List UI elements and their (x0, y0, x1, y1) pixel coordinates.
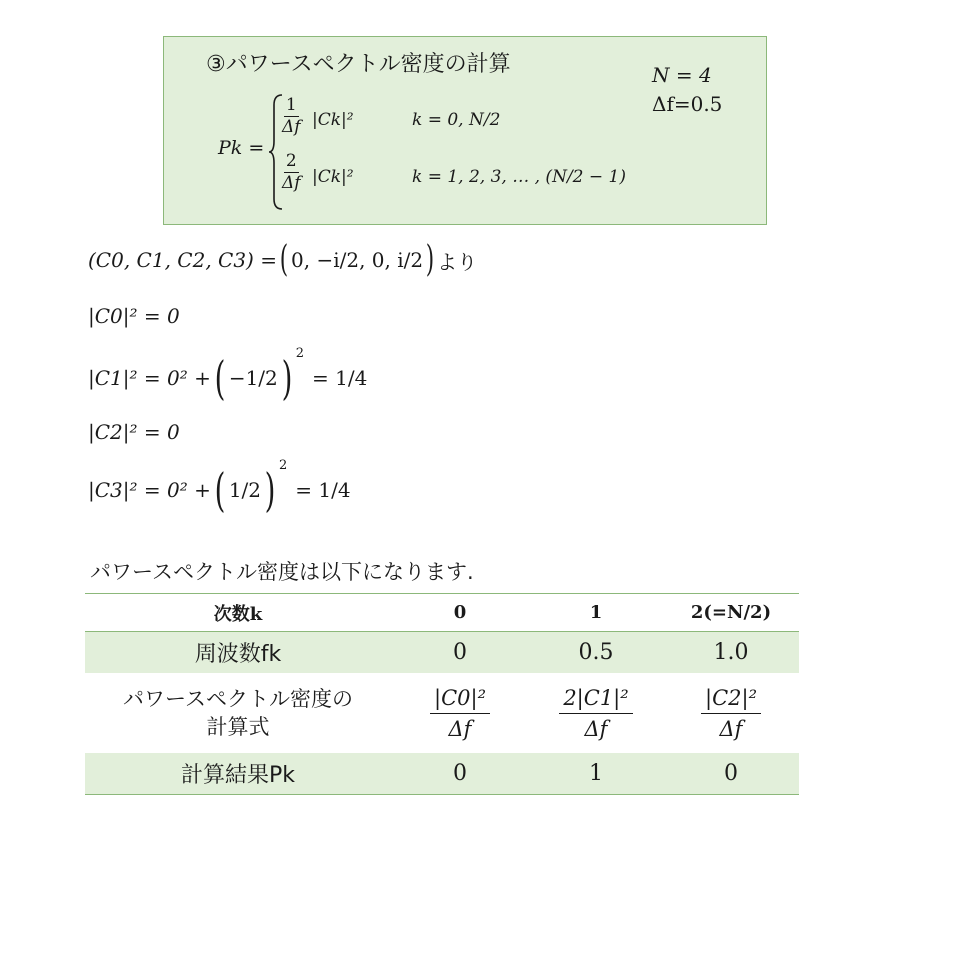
box-heading: ③パワースペクトル密度の計算 (206, 52, 511, 77)
paren-right-icon: ) (281, 351, 293, 405)
c3-square: 2 (278, 458, 288, 473)
coeffs-suffix: より (437, 249, 478, 274)
formula-num: 2|C1|² (559, 683, 632, 714)
header-k1: 1 (529, 594, 663, 632)
case1-frac (282, 95, 301, 138)
c1-rhs: = 1/4 (312, 366, 368, 390)
formula-num: |C2|² (701, 683, 761, 714)
c3-inner: 1/2 (228, 478, 261, 502)
formula-box (163, 36, 767, 225)
c1-equation (88, 346, 367, 410)
paren-right-icon: ) (264, 463, 276, 517)
case2-cond: k = 1, 2, 3, … , (N/2 − 1) (412, 167, 626, 187)
formula-label-line1: パワースペクトル密度の (123, 687, 353, 711)
formula-cell (529, 673, 663, 753)
paren-left-icon: ( (214, 463, 226, 517)
case1-den: Δf (282, 117, 301, 137)
formula-cell (391, 673, 529, 753)
formula-label-line2: 計算式 (206, 715, 270, 739)
freq-label: 周波数fk (85, 632, 391, 674)
box-params (652, 61, 722, 119)
pk-label: Pk = (218, 137, 265, 159)
paren-right-icon: ) (425, 239, 435, 280)
freq-value: 0 (391, 632, 529, 674)
formula-cell (663, 673, 799, 753)
result-value: 0 (663, 753, 799, 795)
table-row (85, 753, 799, 795)
c1-inner: −1/2 (228, 366, 278, 390)
coeffs-rhs: 0, −i/2, 0, i/2 (291, 248, 424, 272)
header-k0: 0 (391, 594, 529, 632)
case1-rest: |Ck|² (312, 110, 354, 130)
coeffs-equation (88, 240, 477, 280)
table-row (85, 673, 799, 753)
c3-rhs: = 1/4 (295, 478, 351, 502)
case2-frac (282, 151, 301, 194)
case2-num: 2 (285, 151, 297, 171)
param-df: Δf=0.5 (652, 92, 723, 116)
result-value: 0 (391, 753, 529, 795)
header-order: 次数k (85, 594, 391, 632)
formula-den: Δf (584, 716, 608, 741)
freq-value: 1.0 (663, 632, 799, 674)
c1-square: 2 (295, 346, 304, 361)
table-header-row (85, 594, 799, 632)
psd-table (85, 593, 799, 795)
intro-text: パワースペクトル密度は以下になります. (90, 560, 474, 584)
c3-equation (88, 458, 351, 522)
case1-cond: k = 0, N/2 (412, 110, 501, 130)
c3-lhs: |C3|² = 0² + (88, 478, 211, 502)
paren-left-icon: ( (279, 239, 289, 280)
paren-left-icon: ( (214, 351, 226, 405)
c2-equation: |C2|² = 0 (88, 420, 180, 444)
case2-rest: |Ck|² (312, 167, 354, 187)
formula-num: |C0|² (430, 683, 490, 714)
result-value: 1 (529, 753, 663, 795)
case1-num: 1 (285, 95, 297, 115)
result-label: 計算結果Pk (85, 753, 391, 795)
table-row (85, 632, 799, 674)
formula-den: Δf (719, 716, 743, 741)
formula-den: Δf (448, 716, 472, 741)
coeffs-lhs: (C0, C1, C2, C3) = (88, 248, 277, 272)
header-k2: 2(=N/2) (663, 594, 799, 632)
case2-den: Δf (282, 173, 301, 193)
param-n: N = 4 (652, 63, 712, 87)
freq-value: 0.5 (529, 632, 663, 674)
formula-label (85, 673, 391, 753)
c1-lhs: |C1|² = 0² + (88, 366, 211, 390)
c0-equation: |C0|² = 0 (88, 304, 180, 328)
